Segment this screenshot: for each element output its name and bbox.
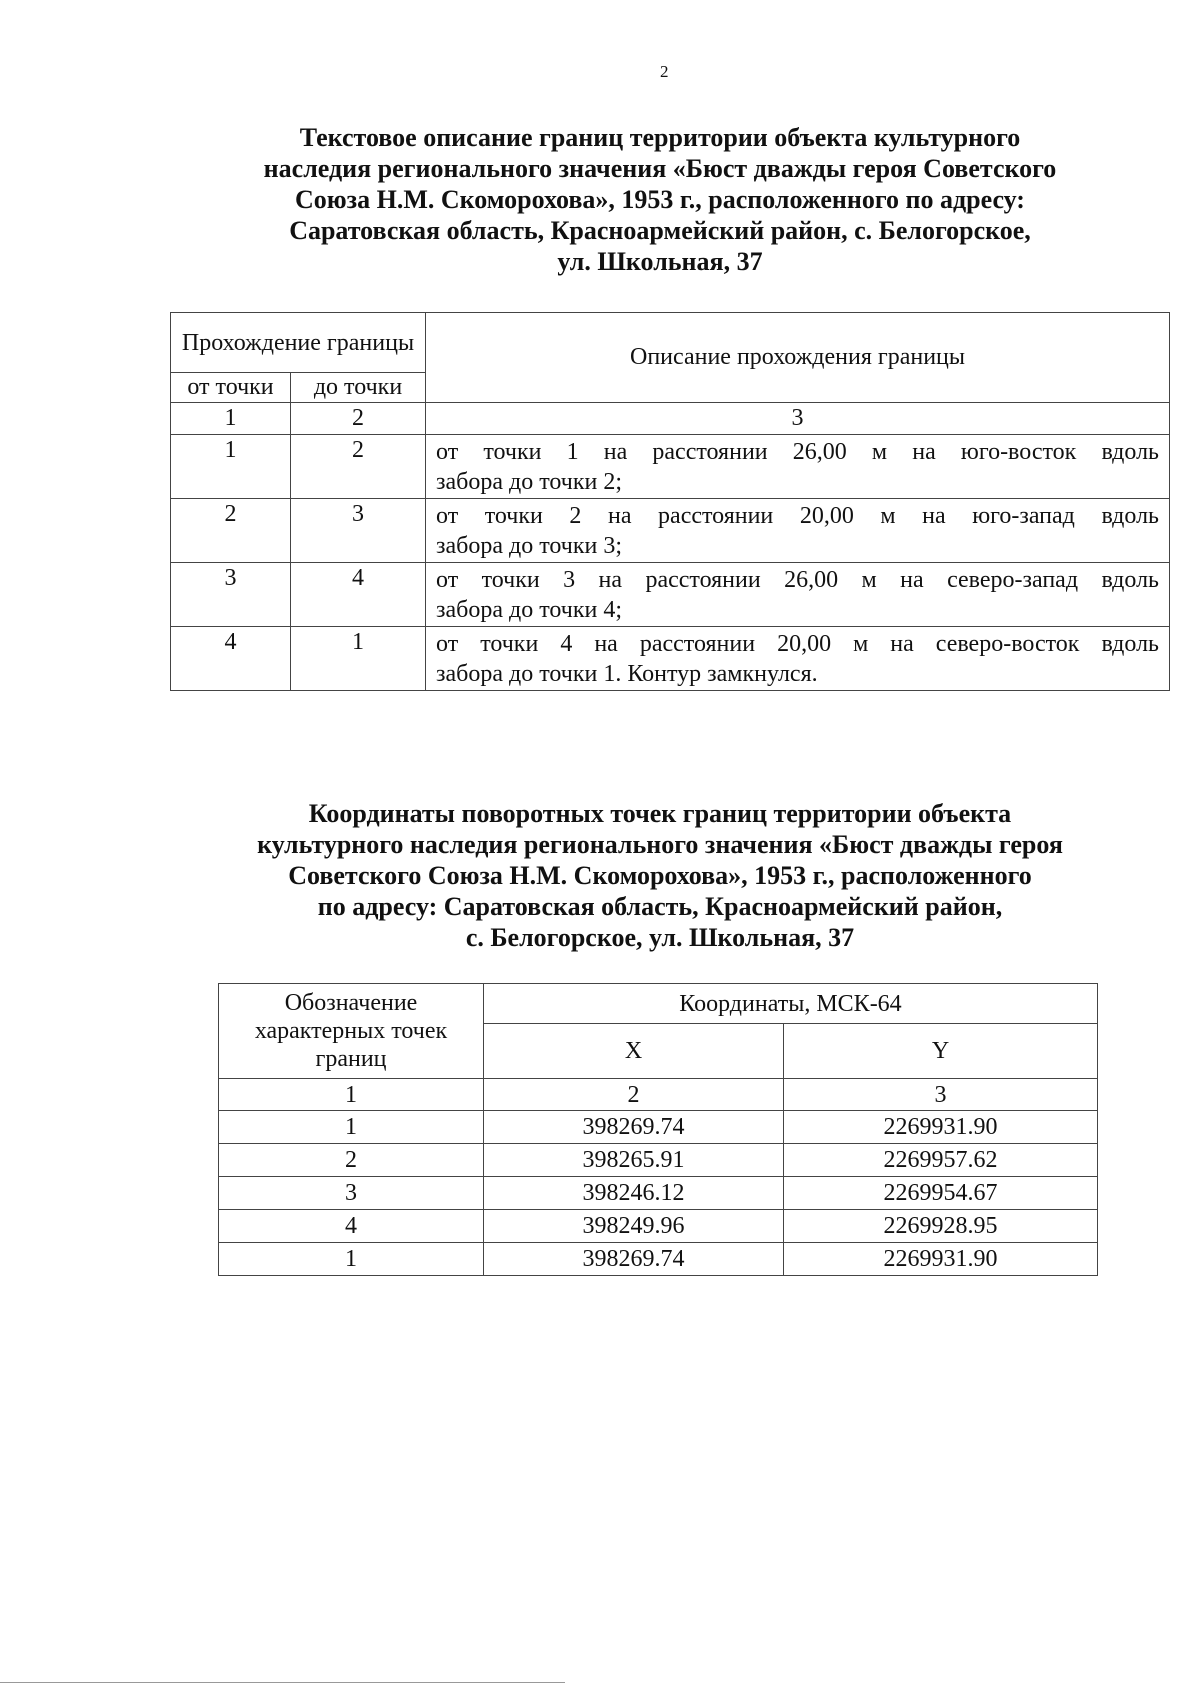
x-coordinate: 398246.12 (484, 1177, 784, 1210)
boundary-description (426, 435, 1170, 499)
description-line: от точки 4 на расстоянии 20,00 м на северо-восток вдоль (436, 631, 1159, 657)
page-number: 2 (660, 62, 669, 81)
from-point: 2 (171, 499, 291, 563)
x-coordinate: 398269.74 (484, 1111, 784, 1144)
section-title-coordinates (200, 798, 1120, 953)
from-point: 4 (171, 627, 291, 691)
y-coordinate: 2269954.67 (784, 1177, 1098, 1210)
y-coordinate: 2269957.62 (784, 1144, 1098, 1177)
header-description: Описание прохождения границы (426, 313, 1170, 403)
column-number: 2 (291, 403, 426, 435)
description-line: от точки 3 на расстоянии 26,00 м на северо-запад вдоль (436, 567, 1159, 593)
heading-line: ул. Школьная, 37 (557, 247, 763, 276)
heading-line: с. Белогорское, ул. Школьная, 37 (465, 923, 855, 952)
column-number: 3 (426, 403, 1170, 435)
to-point: 3 (291, 499, 426, 563)
boundary-description (426, 563, 1170, 627)
x-coordinate: 398265.91 (484, 1144, 784, 1177)
table-row (219, 1144, 1098, 1177)
point-number: 1 (219, 1111, 484, 1144)
point-number: 3 (219, 1177, 484, 1210)
x-coordinate: 398269.74 (484, 1243, 784, 1276)
table-row (171, 499, 1170, 563)
footer-divider (0, 1682, 565, 1683)
to-point: 2 (291, 435, 426, 499)
heading-line: наследия регионального значения «Бюст дважды героя Советского (263, 154, 1057, 183)
description-line: забора до точки 2; (436, 469, 623, 495)
column-number-row (171, 403, 1170, 435)
description-line: забора до точки 3; (436, 533, 623, 559)
heading-line: Саратовская область, Красноармейский район, с. Белогорское, (289, 216, 1031, 245)
header-passage: Прохождение границы (171, 313, 426, 373)
heading-line: Текстовое описание границ территории объекта культурного (299, 123, 1021, 152)
to-point: 4 (291, 563, 426, 627)
table-row (171, 435, 1170, 499)
y-coordinate: 2269928.95 (784, 1210, 1098, 1243)
header-from-point: от точки (171, 373, 291, 403)
y-coordinate: 2269931.90 (784, 1111, 1098, 1144)
heading-line: Координаты поворотных точек границ территории объекта (308, 799, 1012, 828)
coordinates-table (218, 983, 1098, 1276)
column-number: 1 (219, 1079, 484, 1111)
heading-line: культурного наследия регионального значения «Бюст дважды героя (257, 830, 1063, 859)
description-line: забора до точки 4; (436, 597, 623, 623)
column-number-row (219, 1079, 1098, 1111)
to-point: 1 (291, 627, 426, 691)
column-number: 2 (484, 1079, 784, 1111)
column-number: 3 (784, 1079, 1098, 1111)
header-to-point: до точки (291, 373, 426, 403)
heading-line: по адресу: Саратовская область, Красноармейский район, (317, 892, 1003, 921)
header-coordinates: Координаты, МСК-64 (484, 984, 1098, 1024)
table-row (171, 563, 1170, 627)
heading-line: Союза Н.М. Скоморохова», 1953 г., расположенного по адресу: (295, 185, 1025, 214)
boundary-description (426, 627, 1170, 691)
from-point: 1 (171, 435, 291, 499)
section-title-boundary-description (200, 122, 1120, 277)
header-y: Y (784, 1024, 1098, 1079)
table-row (219, 1243, 1098, 1276)
from-point: 3 (171, 563, 291, 627)
description-line: от точки 2 на расстоянии 20,00 м на юго-запад вдоль (436, 503, 1159, 529)
table-row (219, 1111, 1098, 1144)
point-number: 2 (219, 1144, 484, 1177)
boundary-description (426, 499, 1170, 563)
header-x: X (484, 1024, 784, 1079)
boundary-description-table (170, 312, 1170, 691)
point-number: 4 (219, 1210, 484, 1243)
table-row (171, 627, 1170, 691)
table-row (219, 1177, 1098, 1210)
header-designation: Обозначение характерных точек границ (219, 984, 484, 1079)
column-number: 1 (171, 403, 291, 435)
description-line: от точки 1 на расстоянии 26,00 м на юго-восток вдоль (436, 439, 1159, 465)
point-number: 1 (219, 1243, 484, 1276)
y-coordinate: 2269931.90 (784, 1243, 1098, 1276)
heading-line: Советского Союза Н.М. Скоморохова», 1953 г., расположенного (288, 861, 1032, 890)
table-row (219, 1210, 1098, 1243)
description-line: забора до точки 1. Контур замкнулся. (436, 661, 818, 687)
x-coordinate: 398249.96 (484, 1210, 784, 1243)
